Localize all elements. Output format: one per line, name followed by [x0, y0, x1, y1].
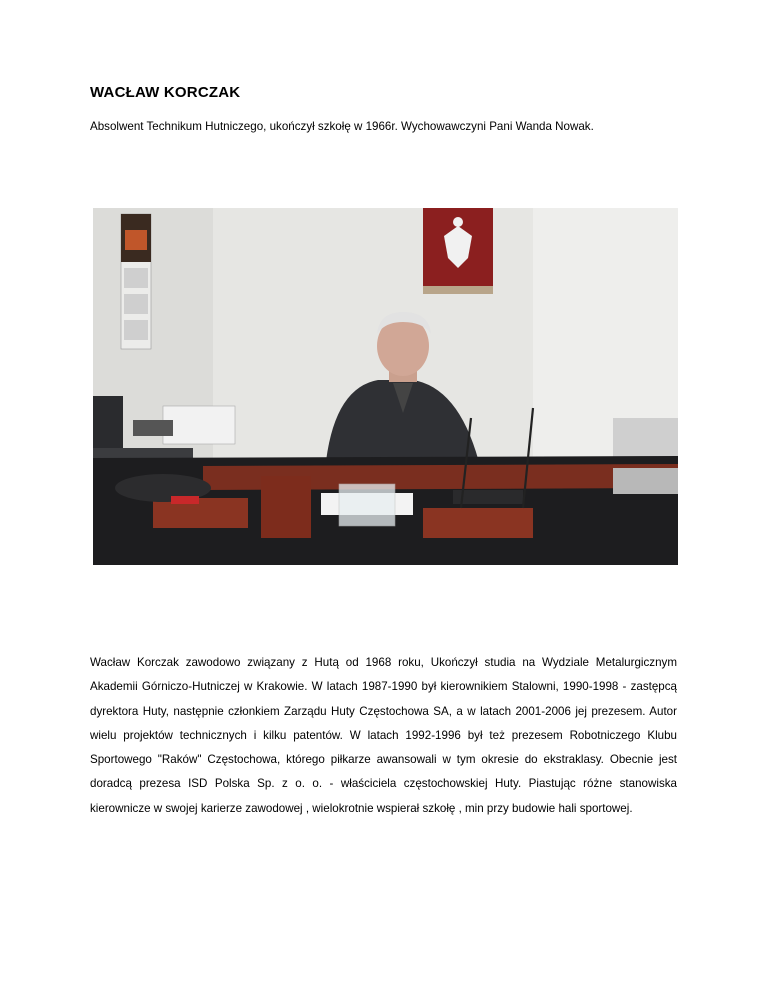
page-title: WACŁAW KORCZAK	[90, 84, 241, 101]
biography-paragraph: Wacław Korczak zawodowo związany z Hutą od 1968 roku, Ukończył studia na Wydziale Metalurgicznym Akademii Górniczo-Hutniczej w Krakowie. W latach 1987-1990 był kierownikiem Stalowni, 1990-1998 - zastępcą dyrektora Huty, następnie członkiem Zarządu Huty Częstochowa SA, a w latach 2001-2006 jej prezesem. Autor wielu projektów technicznych i kilku patentów. W latach 1992-1996 był też prezesem Robotniczego Klubu Sportowego "Raków" Częstochowa, którego piłkarze awansowali w tym okresie do ekstraklasy. Obecnie jest doradcą prezesa ISD Polska Sp. z o. o. - właściciela częstochowskiej Huty. Piastując różne stanowiska kierownicze w swojej karierze zawodowej , wielokrotnie wspierał szkołę , min przy budowie hali sportowej.	[90, 656, 677, 815]
wall-calendar	[121, 214, 151, 349]
intro-paragraph: Absolwent Technikum Hutniczego, ukończył szkołę w 1966r. Wychowawczyni Pani Wanda Nowak.	[90, 120, 594, 133]
office-equipment-right	[613, 418, 678, 458]
eagle-emblem	[423, 208, 493, 294]
portrait-photo	[93, 208, 678, 565]
